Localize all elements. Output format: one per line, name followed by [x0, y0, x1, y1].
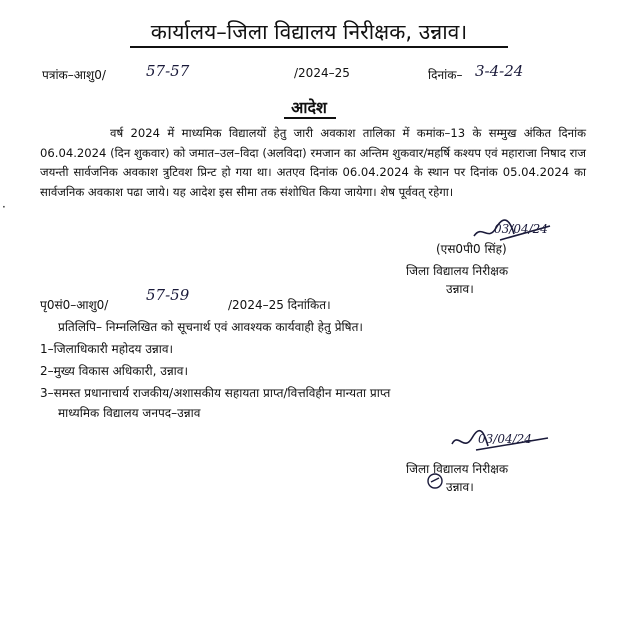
ref-number-prefix: पत्रांक–आशु0/ [42, 68, 106, 82]
endorsement-ref-suffix: /2024–25 दिनांकित। [228, 298, 331, 312]
order-heading-underline [284, 117, 336, 119]
ref-number-handwritten: 57-57 [146, 62, 190, 80]
office-title-underline [130, 46, 508, 48]
signature-1-date: 03/04/24 [494, 222, 548, 236]
initial-mark-icon [424, 470, 446, 492]
date-label: दिनांक– [428, 68, 463, 82]
order-body: वर्ष 2024 में माध्यमिक विद्यालयों हेतु जारी अवकाश तालिका में कमांक–13 के सम्मुख अंकित दिनांक 06.04.2024 (दिन शुकवार) को जमात–उल–विदा (अलविदा) रमजान का अन्तिम शुकवार/महर्षि कश्यप एवं महाराजा निषाद राज जयन्ती सार्वजनिक अवकाश त्रुटिवश प्रिन्ट हो गया था। अतएव दिनांक 06.04.2024 के स्थान पर दिनांक 05.04.2024 का सार्वजनिक अवकाश पढा जाये। यह आदेश इस सीमा तक संशोधित किया जायेगा। शेष पूर्ववत् रहेगा। [40, 126, 586, 199]
date-handwritten: 3-4-24 [475, 62, 524, 80]
margin-mark: · [2, 200, 6, 214]
recipient-3: 3–समस्त प्रधानाचार्य राजकीय/अशासकीय सहायता प्राप्त/वित्तविहीन मान्यता प्राप्त [40, 386, 391, 400]
signature-2-date: 03/04/24 [478, 432, 532, 446]
signature-1-designation: जिला विद्यालय निरीक्षक [406, 264, 509, 278]
signature-2-designation: जिला विद्यालय निरीक्षक [406, 462, 509, 476]
endorsement-ref-prefix: पृ0सं0–आशु0/ [40, 298, 109, 312]
copy-line: प्रतिलिपि– निम्नलिखित को सूचनार्थ एवं आवश्यक कार्यवाही हेतु प्रेषित। [58, 320, 363, 334]
order-heading: आदेश [291, 98, 327, 117]
signature-1-place: उन्नाव। [446, 282, 474, 296]
signature-2-place: उन्नाव। [446, 480, 474, 494]
endorsement-ref-handwritten: 57-59 [146, 286, 190, 304]
signatory-name: (एस0पी0 सिंह) [436, 242, 507, 256]
recipient-2: 2–मुख्य विकास अधिकारी, उन्नाव। [40, 364, 189, 378]
recipient-3-continued: माध्यमिक विद्यालय जनपद–उन्नाव [58, 406, 201, 420]
ref-year: /2024–25 [294, 66, 350, 80]
recipient-1: 1–जिलाधिकारी महोदय उन्नाव। [40, 342, 174, 356]
office-title: कार्यालय–जिला विद्यालय निरीक्षक, उन्नाव। [150, 20, 468, 44]
